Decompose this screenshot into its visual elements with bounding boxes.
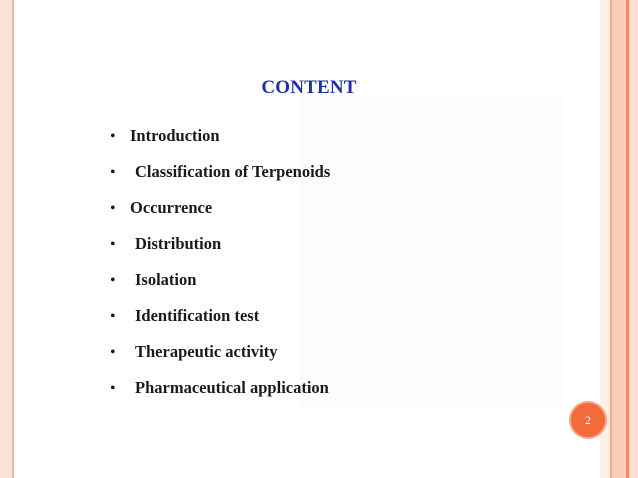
- list-item: [110, 162, 330, 198]
- list-item: [110, 126, 330, 162]
- page-number-badge: 2: [571, 403, 605, 437]
- list-item: [110, 198, 330, 234]
- list-item: [110, 270, 330, 306]
- bullet-icon: •: [110, 164, 116, 181]
- content-list: [110, 126, 330, 414]
- list-item-label: Therapeutic activity: [135, 342, 278, 361]
- bullet-icon: •: [110, 200, 116, 217]
- right-frame-edge: [629, 0, 638, 478]
- slide-title: CONTENT: [261, 77, 357, 98]
- list-item: [110, 342, 330, 378]
- list-item-label: Introduction: [130, 126, 220, 145]
- list-item-label: Isolation: [135, 270, 197, 289]
- list-item-label: Identification test: [135, 306, 260, 325]
- list-item: [110, 306, 330, 342]
- bullet-icon: •: [110, 272, 116, 289]
- list-item-label: Distribution: [135, 234, 222, 253]
- right-frame-pale-band: [600, 0, 610, 478]
- bullet-icon: •: [110, 380, 116, 397]
- list-item: [110, 234, 330, 270]
- bullet-icon: •: [110, 344, 116, 361]
- list-item-label: Pharmaceutical application: [135, 378, 329, 397]
- right-frame-band: [612, 0, 626, 478]
- bullet-icon: •: [110, 128, 116, 145]
- list-item-label: Occurrence: [130, 198, 213, 217]
- left-frame-line: [12, 0, 14, 478]
- background-panel: [300, 96, 562, 410]
- bullet-icon: •: [110, 236, 116, 253]
- left-frame-band: [0, 0, 12, 478]
- list-item-label: Classification of Terpenoids: [135, 162, 331, 181]
- list-item: [110, 378, 330, 414]
- bullet-icon: •: [110, 308, 116, 325]
